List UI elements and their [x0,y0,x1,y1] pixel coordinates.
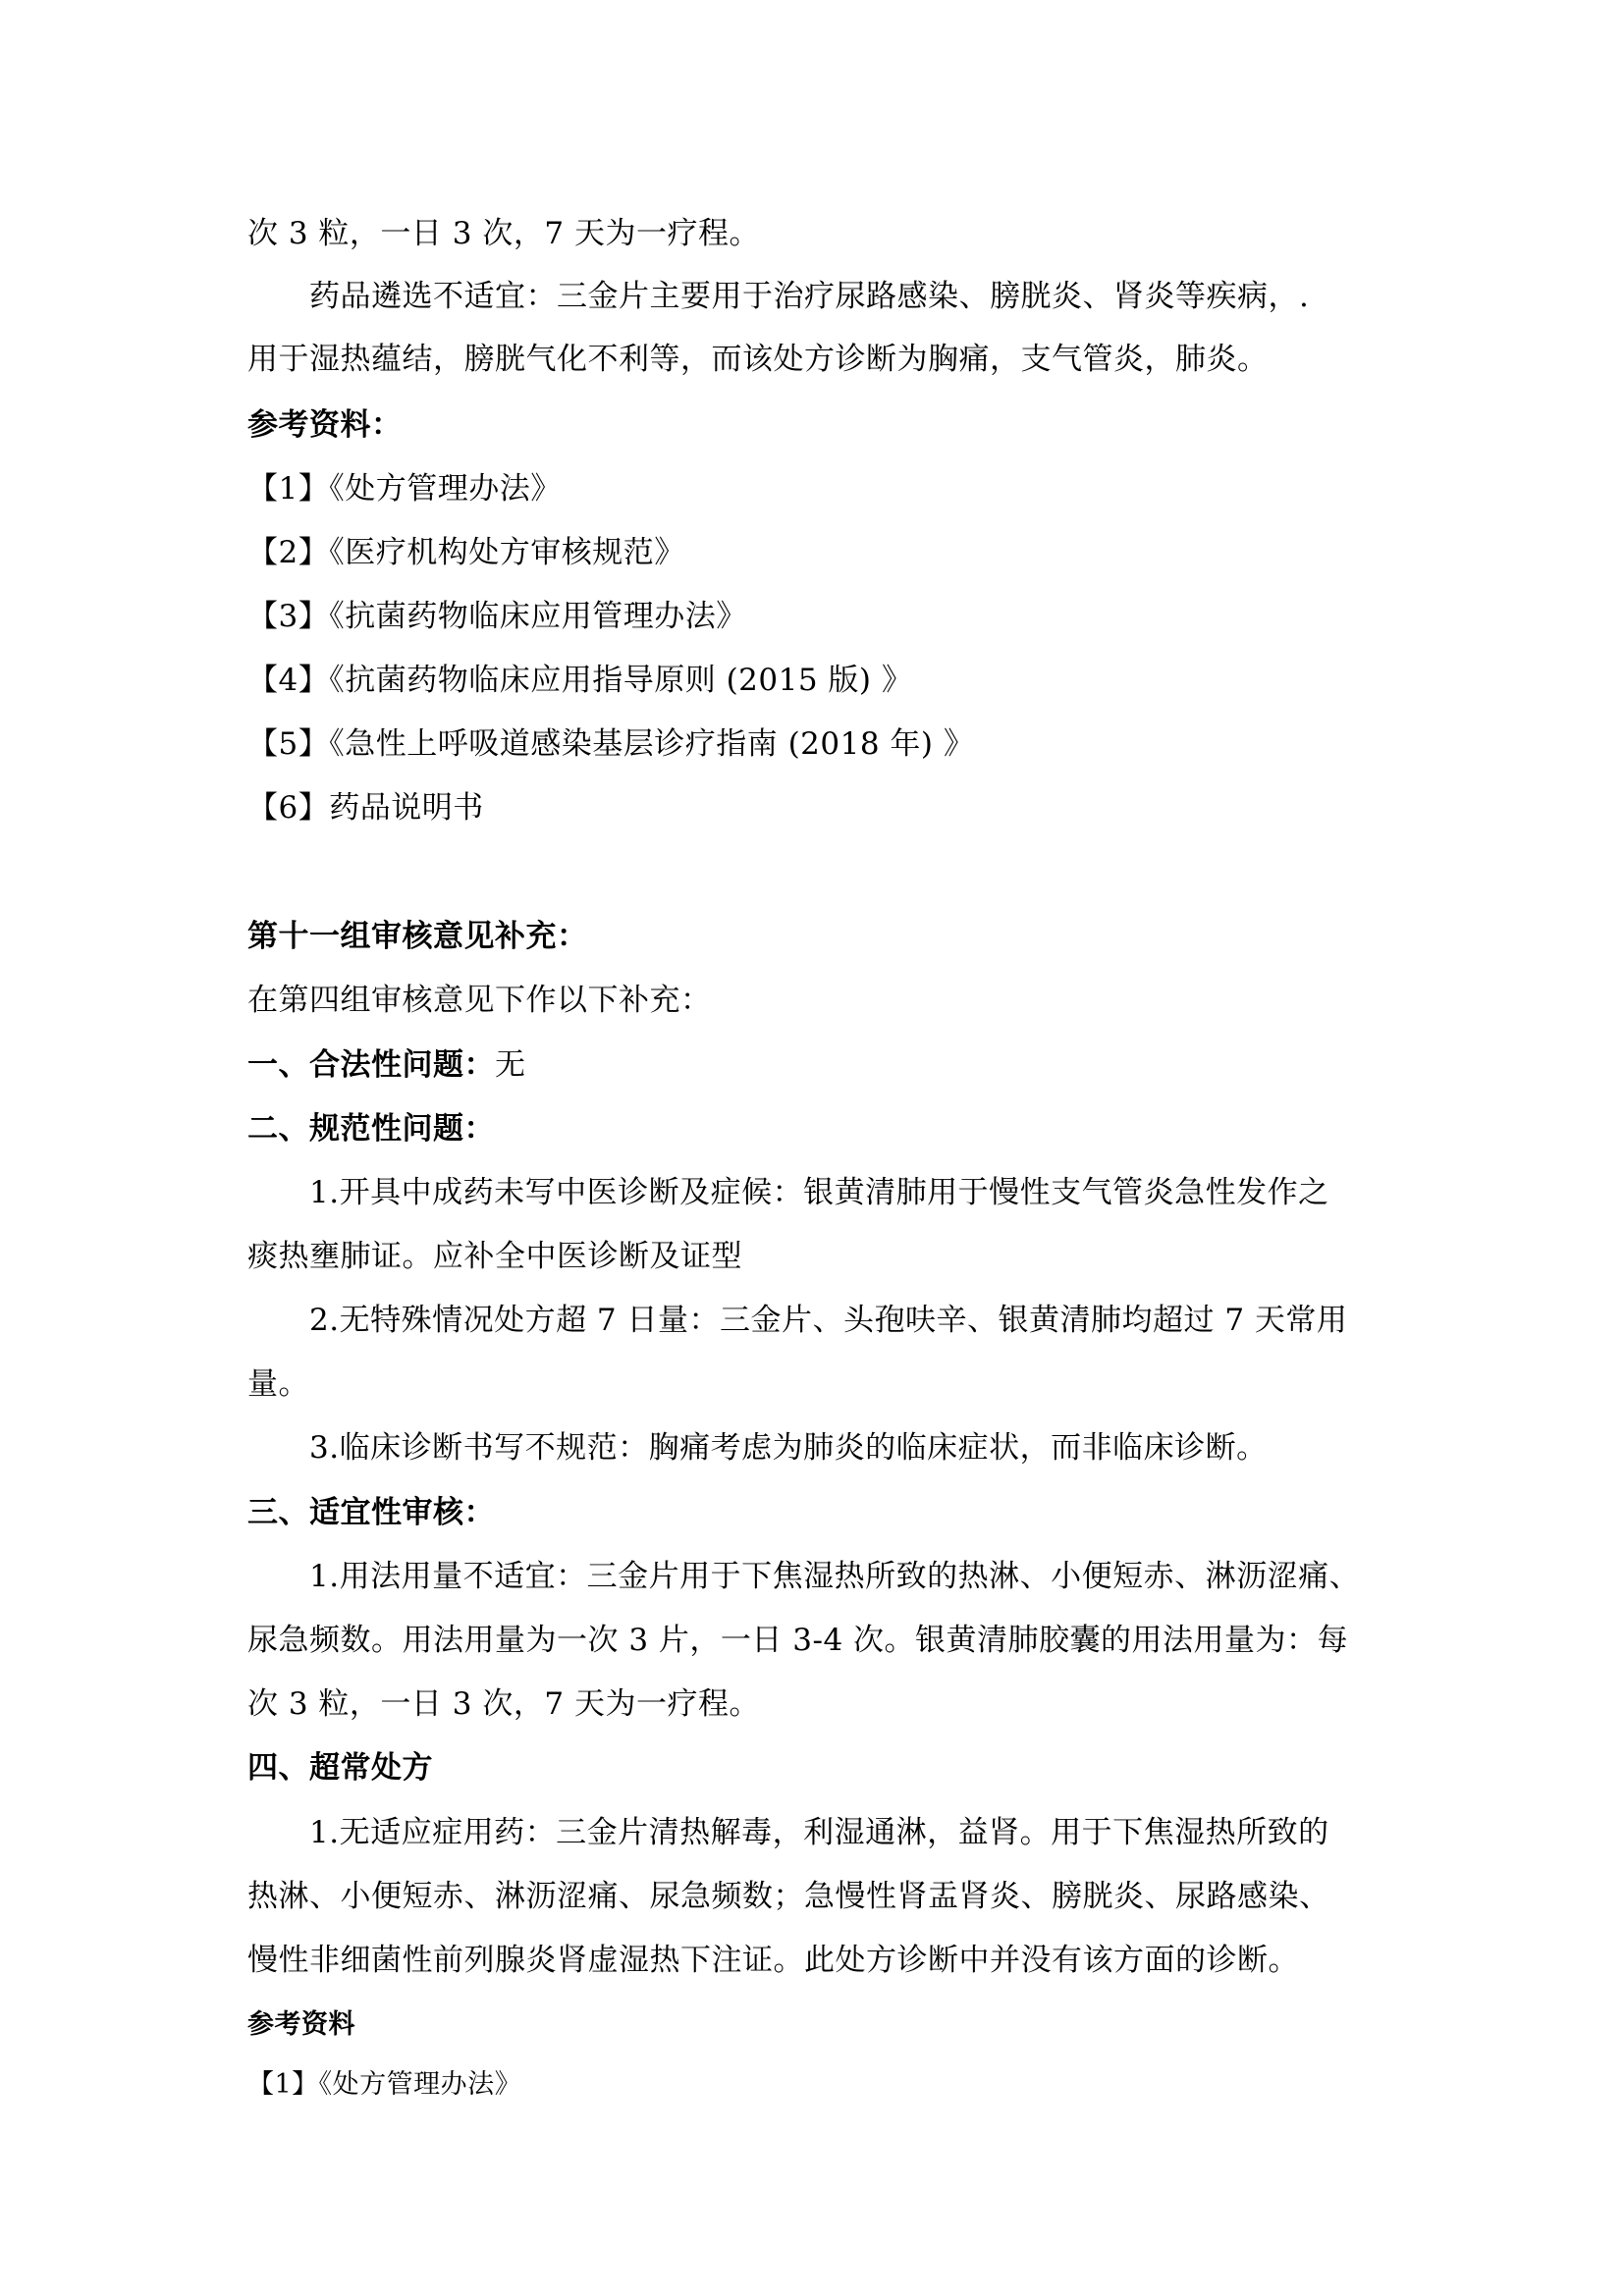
section-heading: 参考资料 [247,2009,355,2040]
section-heading: 第十一组审核意见补充： [247,919,588,954]
reference-item: 【3】《抗菌药物临床应用管理办法》 [247,599,747,634]
text-line: 量。 [247,1366,309,1402]
subheading-line [247,1045,1396,1085]
subheading-value: 无 [495,1047,526,1083]
reference-item: 【2】《医疗机构处方审核规范》 [247,535,685,570]
text-line: 次 3 粒，一日 3 次，7 天为一疗程。 [247,216,760,251]
text-line: 1.用法用量不适宜：三金片用于下焦湿热所致的热淋、小便短赤、淋沥涩痛、 [309,1559,1361,1594]
text-line: 尿急频数。用法用量为一次 3 片，一日 3-4 次。银黄清肺胶囊的用法用量为：每 [247,1623,1349,1658]
text-line: 3.临床诊断书写不规范：胸痛考虑为肺炎的临床症状，而非临床诊断。 [309,1430,1268,1466]
reference-item: 【4】《抗菌药物临床应用指导原则 (2015 版) 》 [247,663,913,698]
section-heading: 三、适宜性审核： [247,1495,495,1530]
reference-item: 【1】《处方管理办法》 [247,2069,522,2100]
text-line: 用于湿热蕴结，膀胱气化不利等，而该处方诊断为胸痛，支气管炎，肺炎。 [247,342,1269,377]
reference-item: 【1】《处方管理办法》 [247,471,562,507]
reference-item: 【6】药品说明书 [247,790,484,826]
text-line: 在第四组审核意见下作以下补充： [247,983,712,1018]
text-line: 慢性非细菌性前列腺炎肾虚湿热下注证。此处方诊断中并没有该方面的诊断。 [247,1943,1299,1978]
section-heading: 二、规范性问题： [247,1111,495,1147]
text-line: 2.无特殊情况处方超 7 日量：三金片、头孢呋辛、银黄清肺均超过 7 天常用 [309,1303,1348,1338]
text-line: 1.开具中成药未写中医诊断及症候：银黄清肺用于慢性支气管炎急性发作之 [309,1175,1329,1210]
text-line: 1.无适应症用药：三金片清热解毒，利湿通淋，益肾。用于下焦湿热所致的 [309,1815,1329,1850]
text-line: 痰热壅肺证。应补全中医诊断及证型 [247,1239,742,1274]
text-line: 药品遴选不适宜：三金片主要用于治疗尿路感染、膀胱炎、肾炎等疾病，. [309,279,1310,314]
text-line: 热淋、小便短赤、淋沥涩痛、尿急频数；急慢性肾盂肾炎、膀胱炎、尿路感染、 [247,1879,1330,1914]
section-heading: 四、超常处方 [247,1750,433,1786]
subheading-label: 一、合法性问题： [247,1047,495,1083]
reference-item: 【5】《急性上呼吸道感染基层诊疗指南 (2018 年) 》 [247,726,975,762]
text-line: 次 3 粒，一日 3 次，7 天为一疗程。 [247,1686,760,1722]
section-heading: 参考资料： [247,407,403,443]
